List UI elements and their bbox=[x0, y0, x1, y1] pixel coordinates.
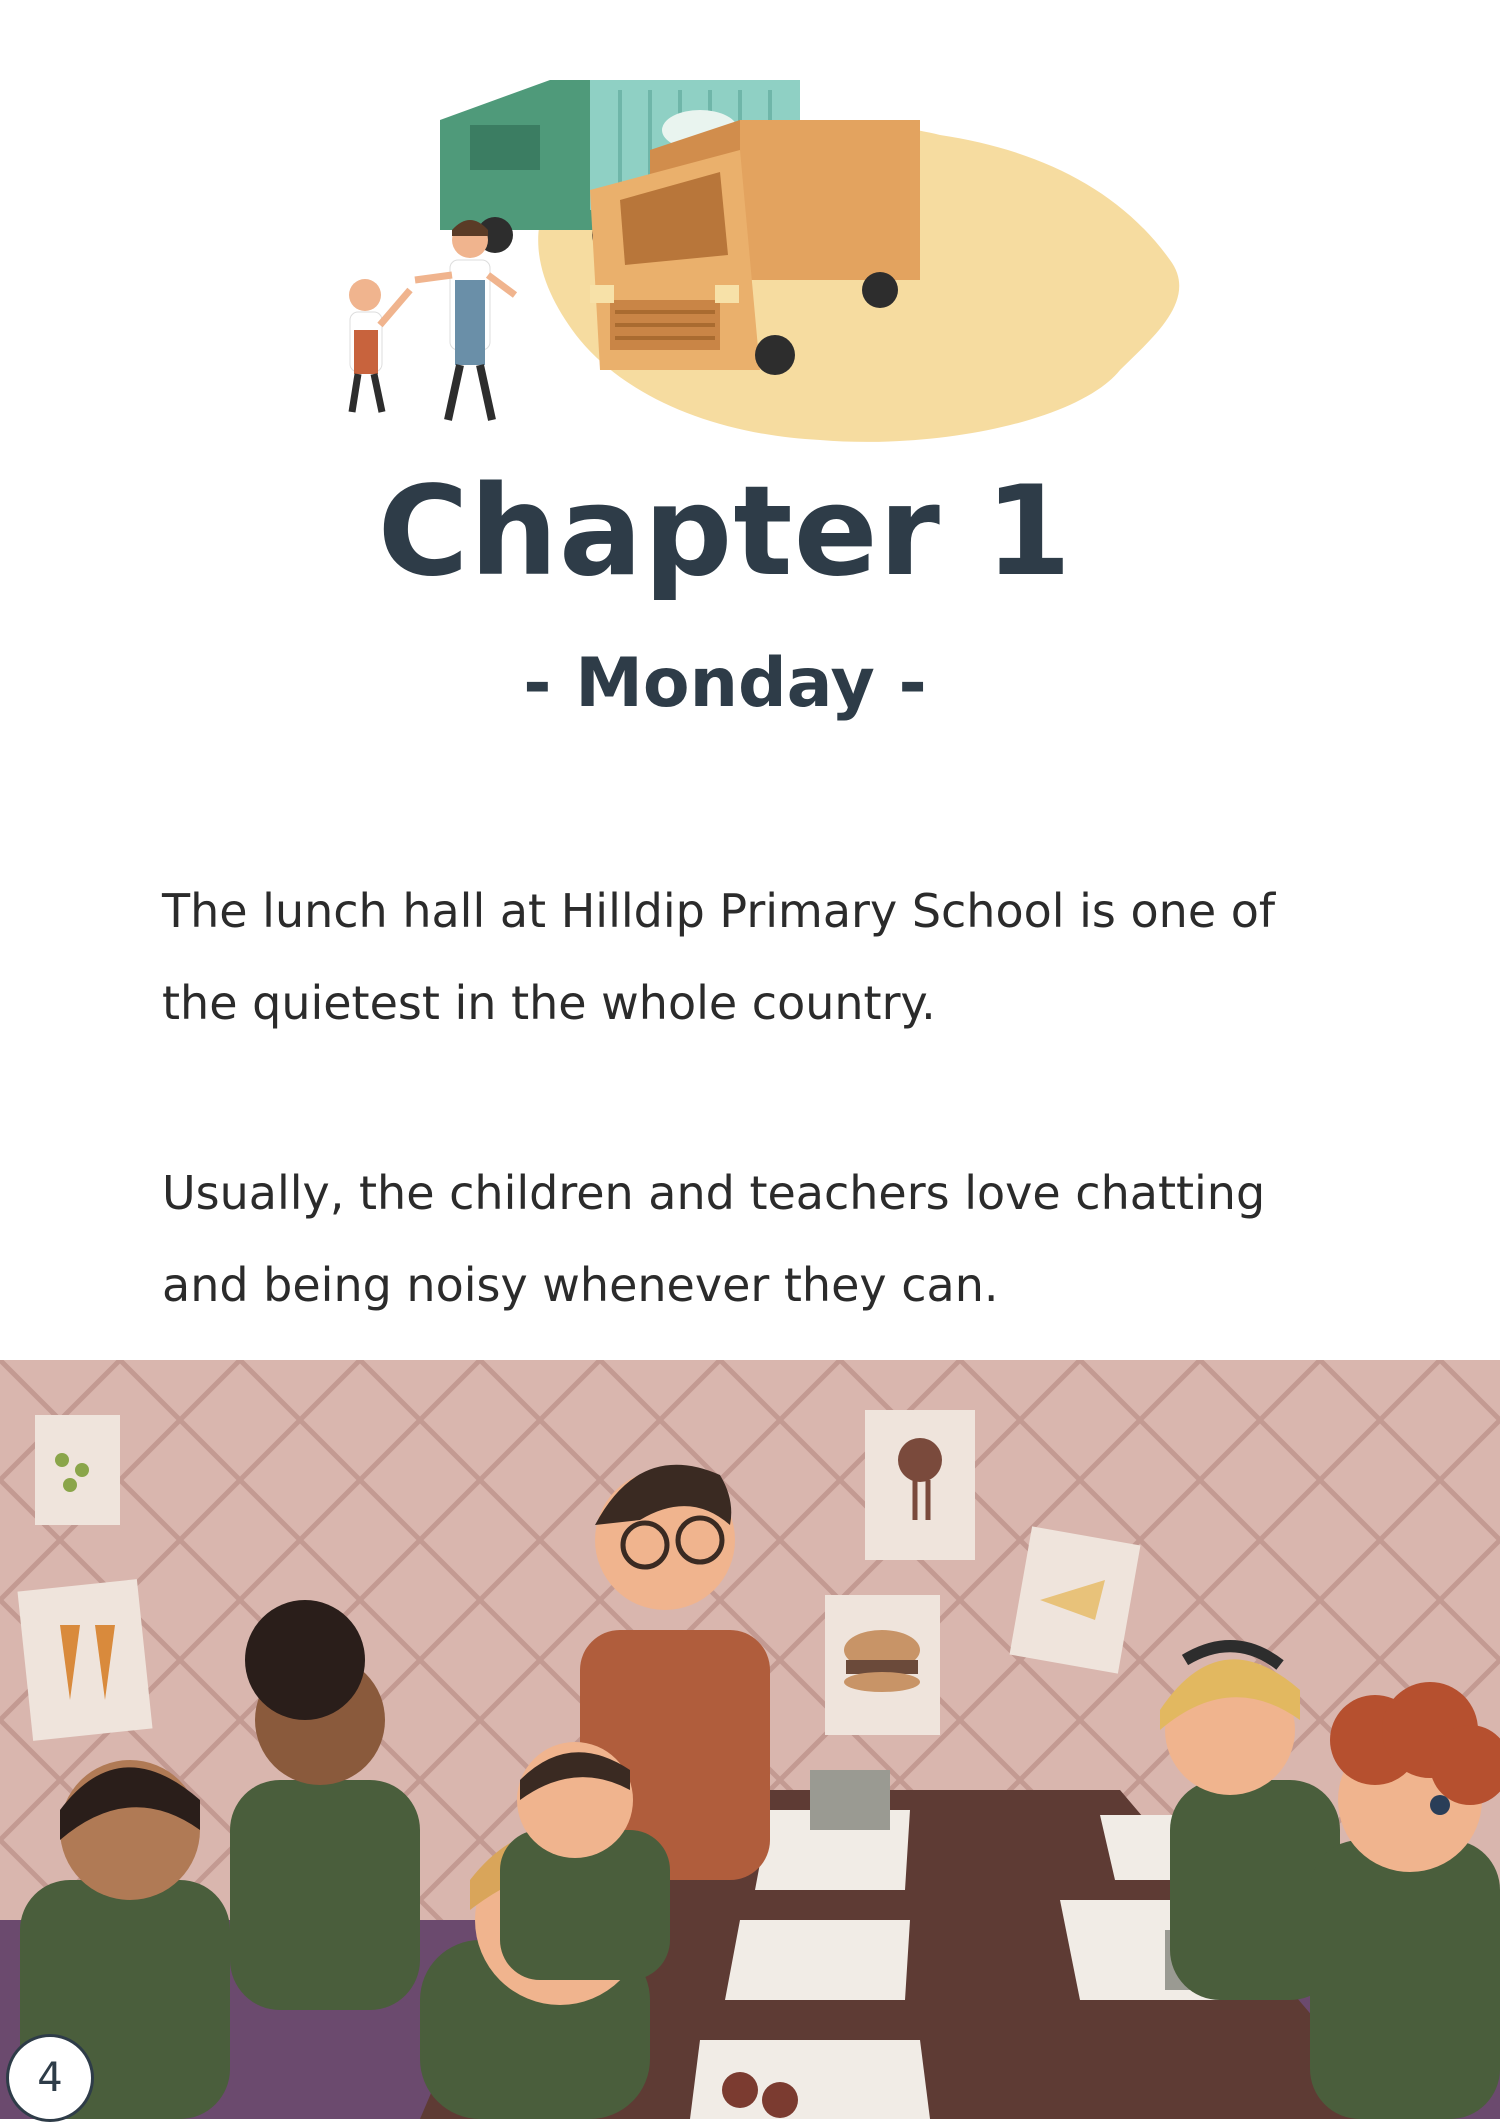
chef-short bbox=[349, 279, 410, 412]
food-trucks-illustration bbox=[320, 40, 1200, 480]
chapter-title: Chapter 1 bbox=[377, 460, 1073, 604]
lunch-hall-illustration bbox=[0, 1360, 1500, 2119]
poster-pizza bbox=[1010, 1526, 1141, 1673]
paragraph-1: The lunch hall at Hilldip Primary School is one of the quietest in the whole country. bbox=[162, 884, 1276, 1030]
poster-peas bbox=[35, 1415, 120, 1525]
green-truck-window bbox=[470, 125, 540, 170]
chapter-subtitle: - Monday - bbox=[523, 644, 927, 723]
poster-burger bbox=[825, 1595, 940, 1735]
poster-broccoli bbox=[865, 1410, 975, 1560]
poster-carrots bbox=[17, 1579, 152, 1741]
page-number: 4 bbox=[6, 2034, 94, 2122]
child-boy-right bbox=[1310, 1682, 1500, 2119]
paragraph-2: Usually, the children and teachers love chatting and being noisy whenever they can. bbox=[162, 1166, 1266, 1312]
